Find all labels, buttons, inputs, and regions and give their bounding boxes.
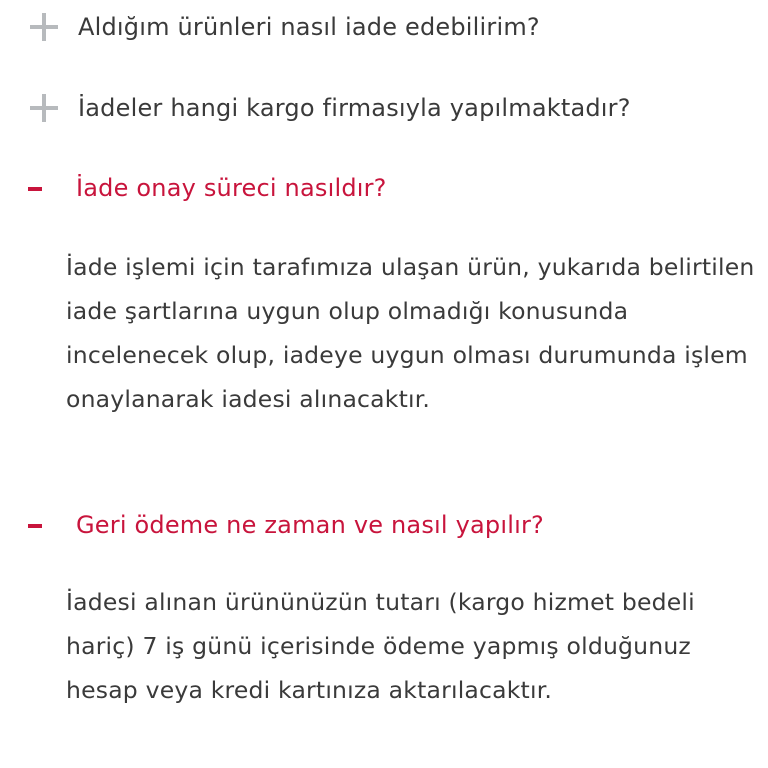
faq-question-return-products[interactable] <box>0 7 768 47</box>
plus-icon[interactable] <box>30 94 58 122</box>
faq-question-text: Geri ödeme ne zaman ve nasıl yapılır? <box>76 511 544 539</box>
minus-icon[interactable] <box>30 511 58 539</box>
faq-answer-refund: İadesi alınan ürününüzün tutarı (kargo hizmet bedeli hariç) 7 iş günü içerisinde ödeme yapmış olduğunuz hesap veya kredi kartınıza aktarılacaktır. <box>66 588 695 704</box>
faq-question-text: Aldığım ürünleri nasıl iade edebilirim? <box>78 13 540 41</box>
faq-question-text: İadeler hangi kargo firmasıyla yapılmaktadır? <box>78 94 631 122</box>
faq-question-cargo-company[interactable] <box>0 88 768 128</box>
faq-answer-approval-process: İade işlemi için tarafımıza ulaşan ürün, yukarıda belirtilen iade şartlarına uygun olup olmadığı konusunda incelenecek olup, iadeye uygun olması durumunda işlem onaylanarak iadesi alınacaktır. <box>66 253 755 413</box>
faq-question-approval-process[interactable] <box>0 168 768 208</box>
faq-question-refund[interactable] <box>0 505 768 545</box>
plus-icon[interactable] <box>30 13 58 41</box>
faq-question-text: İade onay süreci nasıldır? <box>76 174 387 202</box>
minus-icon[interactable] <box>30 174 58 202</box>
